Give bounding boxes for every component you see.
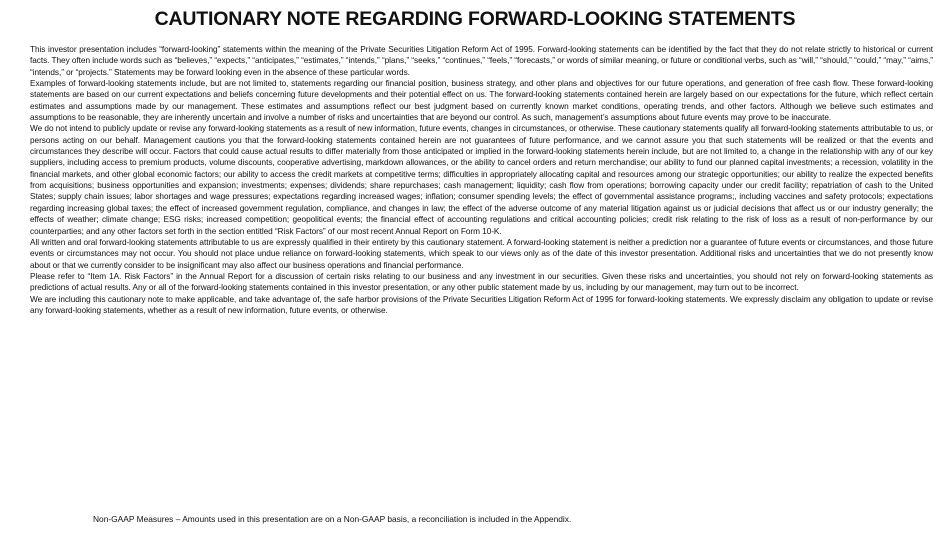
- paragraph-item-1a-reference: Please refer to “Item 1A. Risk Factors” in the Annual Report for a discussion of certain risks relating to our business and any investment in our securities. Given these risks and uncertainties, you should not rely on forward-looking statements as predictions of actual results. Any or all of the forward-looking statements contained in this investor presentation, or any other public statement made by us, including by our management, may turn out to be incorrect.: [30, 271, 933, 293]
- paragraph-safe-harbor: We are including this cautionary note to make applicable, and take advantage of, the safe harbor provisions of the Private Securities Litigation Reform Act of 1995 for forward-looking statements. We expressly disclaim any obligation to update or revise any forward-looking statements, whether as a result of new information, future events, or otherwise.: [30, 294, 933, 315]
- paragraph-qualification: All written and oral forward-looking statements attributable to us are expressly qualified in their entirety by this cautionary statement. A forward-looking statement is neither a prediction nor a guarantee of future events or circumstances, and those future events or circumstances may not occur. You should not place undue reliance on forward-looking statements, which speak to our views only as of the date of this investor presentation. Additional risks and uncertainties that we do not presently know about or that we currently consider to be insignificant may also affect our business operations and financial performance.: [30, 237, 933, 270]
- non-gaap-footnote: Non-GAAP Measures – Amounts used in this presentation are on a Non-GAAP basis, a reconciliation is included in the Appendix.: [93, 514, 572, 524]
- page-title: CAUTIONARY NOTE REGARDING FORWARD-LOOKING STATEMENTS: [154, 8, 796, 30]
- paragraph-examples: Examples of forward-looking statements include, but are not limited to, statements regarding our financial position, business strategy, and other plans and objectives for our future operations, and generation of free cash flow. These forward-looking statements are based on our current expectations and beliefs concerning future developments and their potential effect on us. The forward-looking statements contained herein are largely based on our expectations for the future, which reflect certain estimates and assumptions made by our management. These estimates and assumptions reflect our best judgment based on currently known market conditions, operating trends, and other factors. Although we believe such estimates and assumptions to be reasonable, they are inherently uncertain and involve a number of risks and uncertainties that are beyond our control. As such, management’s assumptions about future events may prove to be inaccurate.: [30, 79, 933, 123]
- paragraph-forward-looking-definition: This investor presentation includes “forward-looking” statements within the meaning of the Private Securities Litigation Reform Act of 1995. Forward-looking statements can be identified by the fact that they do not relate strictly to historical or current facts. They often include words such as “believes,” “expects,” “anticipates,” “estimates,” “intends,” “plans,” “seeks,” “continues,” “feels,” “forecasts,” or words of similar meaning, or future or conditional verbs, such as “will,” “should,” “could,” “may,” “aims,” “intends,” or “projects.” Statements may be forward looking even in the absence of these particular words.: [30, 45, 933, 77]
- paragraph-risk-factors: We do not intend to publicly update or revise any forward-looking statements as a result of new information, future events, changes in circumstances, or otherwise. These cautionary statements qualify all forward-looking statements attributable to us, or persons acting on our behalf. Management cautions you that the forward-looking statements contained herein are not guarantees of future performance, and we cannot assure you that such statements will be realized or that the events and circumstances they describe will occur. Factors that could cause actual results to differ materially from those anticipated or implied in the forward-looking statements herein include, but are not limited to, a change in the relationship with any of our key suppliers, including access to premium products, volume discounts, cooperative advertising, markdown allowances, or the ability to cancel orders and return merchandise; our ability to fund our planned capital investments; a recession, volatility in the financial markets, and other global economic factors; our ability to access the credit markets at competitive terms; difficulties in appropriately allocating capital and resources among our strategic opportunities; our ability to realize the expected benefits from acquisitions; business opportunities and expansion; investments; expenses; dividends; share repurchases; cash management; liquidity; cash flow from operations; borrowing capacity under our credit facility; repatriation of cash to the United States; supply chain issues; labor shortages and wage pressures; expectations regarding increased wages; inflation; consumer spending levels; the effect of governmental assistance programs;, including vaccines and safety protocols; expectations regarding increasing global taxes; the effect of increased government regulation, compliance, and changes in law; the effect of the adverse outcome of any material litigation against us or judicial decisions that affect us or our industry generally; the effects of weather; climate change; ESG risks; increased competition; geopolitical events; the financial effect of accounting regulations and critical accounting policies; credit risk relating to the risk of loss as a result of non-performance by our counterparties; and any other factors set forth in the section entitled “Risk Factors” of our most recent Annual Report on Form 10-K.: [30, 124, 933, 236]
- disclaimer-body: [30, 44, 933, 316]
